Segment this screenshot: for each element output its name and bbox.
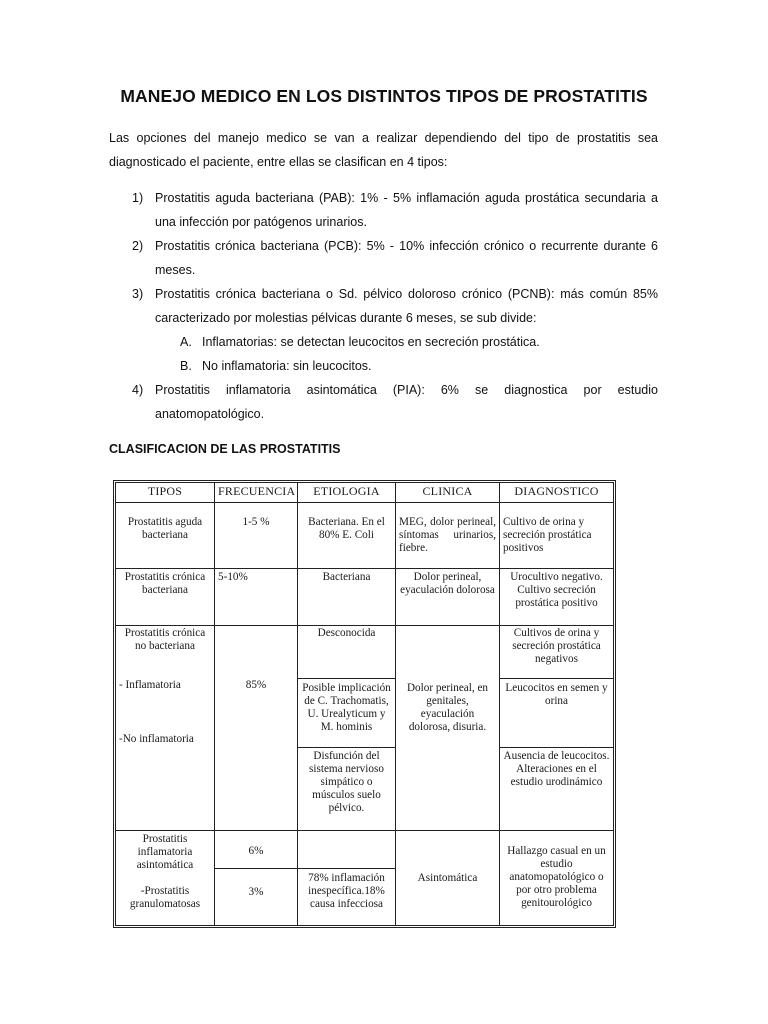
list-item [109,234,658,282]
list-item-text: Prostatitis inflamatoria asintomática (PIA): 6% se diagnostica por estudio anatomopatológico. [155,383,658,421]
sub-list-item [155,330,658,354]
list-item [109,282,658,378]
list-item-text: Prostatitis crónica bacteriana o Sd. pélvico doloroso crónico (PCNB): más común 85% caracterizado por molestias pélvicas durante 6 meses, se sub divide: [155,287,658,325]
list-item-text: Prostatitis crónica bacteriana (PCB): 5% - 10% infección crónico o recurrente durante 6 meses. [155,239,658,277]
header-diagnostico: DIAGNOSTICO [514,485,599,498]
section-heading: CLASIFICACION DE LAS PROSTATITIS [109,442,341,456]
sub-list [155,330,658,378]
prostatitis-types-list [109,186,658,426]
list-item [109,186,658,234]
cell-sub-no-inflamatoria: -No inflamatoria [119,733,194,745]
cell-etio-pab: Bacteriana. En el 80% E. Coli [308,516,385,541]
cell-clin-pab: MEG, dolor perineal, síntomas urinarios, fiebre. [399,516,496,554]
list-item [109,378,658,426]
list-number: 3) [132,287,144,301]
cell-sub-inflamatoria: - Inflamatoria [119,679,181,691]
header-frecuencia: FRECUENCIA [218,485,296,498]
cell-tipo-pcb: Prostatitis crónica bacteriana [124,571,206,596]
cell-freq-granulomatosas: 3% [248,886,264,898]
cell-etio-pcb: Bacteriana [322,571,371,583]
list-number: 1) [132,191,144,205]
cell-diag-pcnb-c: Ausencia de leucocitos. Alteraciones en el estudio urodinámico [503,750,610,788]
cell-clin-pcnb: Dolor perineal, en genitales, eyaculación dolorosa, disuria. [406,682,489,733]
cell-tipo-pia: Prostatitis inflamatoria asintomática [136,833,194,871]
cell-tipo-pab: Prostatitis aguda bacteriana [127,516,203,541]
cell-freq-pcb: 5-10% [218,571,248,583]
sub-list-text: Inflamatorias: se detectan leucocitos en secreción prostática. [202,335,540,349]
cell-freq-pab: 1-5 % [242,516,270,528]
cell-etio-pcnb-c: Disfunción del sistema nervioso simpático o músculos suelo pélvico. [309,750,384,814]
cell-etio-pcnb-a: Desconocida [317,627,376,639]
cell-clin-pcb: Dolor perineal, eyaculación dolorosa [400,571,495,596]
page-title: MANEJO MEDICO EN LOS DISTINTOS TIPOS DE PROSTATITIS [120,86,648,106]
list-number: 4) [132,383,144,397]
sub-list-item [155,354,658,378]
cell-sub-granulomatosas: -Prostatitis granulomatosas [129,885,201,910]
cell-diag-pcb: Urocultivo negativo. Cultivo secreción prostática positivo [510,571,603,609]
cell-diag-pcnb-b: Leucocitos en semen y orina [505,682,608,707]
intro-paragraph: Las opciones del manejo medico se van a realizar dependiendo del tipo de prostatitis sea diagnosticado el paciente, entre ellas se clasifican en 4 tipos: [109,131,658,169]
cell-diag-pia: Hallazgo casual en un estudio anatomopatológico o por otro problema genitourológico [507,845,606,909]
header-etiologia: ETIOLOGIA [313,485,380,498]
cell-freq-pcnb: 85% [245,679,267,691]
sub-list-letter: A. [180,335,192,349]
list-item-text: Prostatitis aguda bacteriana (PAB): 1% - 5% inflamación aguda prostática secundaria a una infección por patógenos urinarios. [155,191,658,229]
header-tipos: TIPOS [147,485,183,498]
sub-list-text: No inflamatoria: sin leucocitos. [202,359,372,373]
cell-etio-pcnb-b: Posible implicación de C. Trachomatis, U. Urealyticum y M. hominis [302,682,391,733]
cell-freq-pia: 6% [248,845,264,857]
cell-diag-pcnb-a: Cultivos de orina y secreción prostática negativos [512,627,601,665]
cell-etio-granulomatosas: 78% inflamación inespecífica.18% causa infecciosa [308,872,385,910]
list-number: 2) [132,239,144,253]
classification-table [113,480,616,928]
sub-list-letter: B. [180,359,192,373]
header-clinica: CLINICA [422,485,473,498]
cell-tipo-pcnb: Prostatitis crónica no bacteriana [124,627,206,652]
cell-clin-pia: Asintomática [417,872,478,884]
cell-diag-pab: Cultivo de orina y secreción prostática positivos [503,516,592,554]
